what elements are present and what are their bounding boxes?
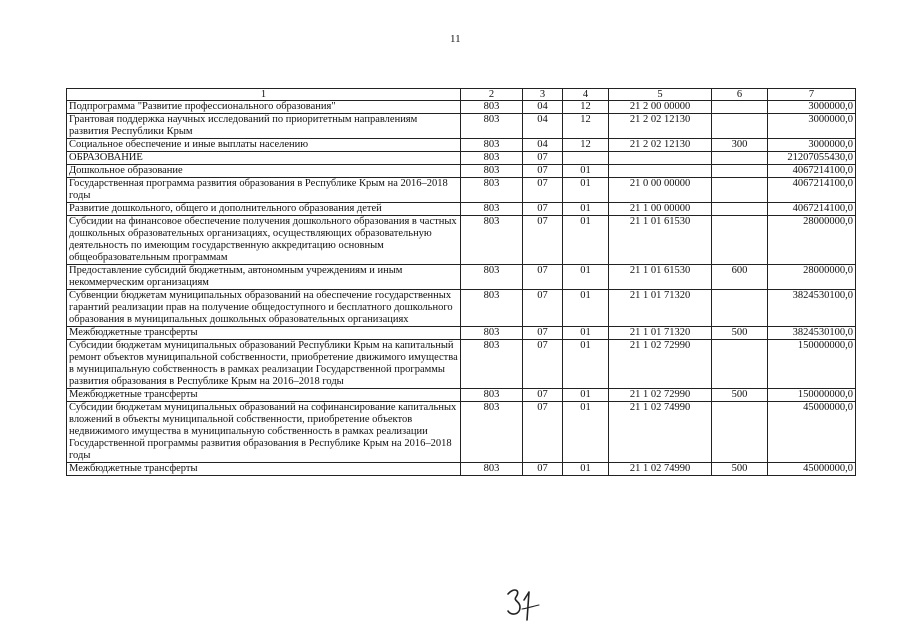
row-target-cell: 21 1 02 74990 bbox=[609, 463, 712, 476]
row-expense-type-cell bbox=[712, 101, 768, 114]
row-subsection-cell: 01 bbox=[563, 178, 609, 203]
row-expense-type-cell bbox=[712, 114, 768, 139]
row-section-cell: 07 bbox=[523, 178, 563, 203]
table-row bbox=[67, 216, 856, 265]
row-name-cell: Социальное обеспечение и иные выплаты населению bbox=[67, 139, 461, 152]
row-code-cell: 803 bbox=[461, 101, 523, 114]
row-target-cell: 21 0 00 00000 bbox=[609, 178, 712, 203]
row-amount-cell: 3000000,0 bbox=[768, 101, 856, 114]
row-section-cell: 07 bbox=[523, 463, 563, 476]
row-amount-cell: 21207055430,0 bbox=[768, 152, 856, 165]
row-subsection-cell: 12 bbox=[563, 139, 609, 152]
row-expense-type-cell: 600 bbox=[712, 265, 768, 290]
row-section-cell: 07 bbox=[523, 203, 563, 216]
row-amount-cell: 4067214100,0 bbox=[768, 178, 856, 203]
row-subsection-cell: 01 bbox=[563, 203, 609, 216]
row-section-cell: 07 bbox=[523, 389, 563, 402]
row-name-cell: Государственная программа развития образования в Республике Крым на 2016–2018 годы bbox=[67, 178, 461, 203]
row-code-cell: 803 bbox=[461, 389, 523, 402]
row-subsection-cell: 12 bbox=[563, 114, 609, 139]
row-section-cell: 07 bbox=[523, 152, 563, 165]
row-expense-type-cell: 500 bbox=[712, 327, 768, 340]
row-section-cell: 07 bbox=[523, 340, 563, 389]
table-row bbox=[67, 463, 856, 476]
row-name-cell: Межбюджетные трансферты bbox=[67, 389, 461, 402]
table-row bbox=[67, 178, 856, 203]
row-name-cell: Грантовая поддержка научных исследований по приоритетным направлениям развития Республики Крым bbox=[67, 114, 461, 139]
row-name-cell: Развитие дошкольного, общего и дополнительного образования детей bbox=[67, 203, 461, 216]
row-subsection-cell: 01 bbox=[563, 290, 609, 327]
row-expense-type-cell bbox=[712, 178, 768, 203]
row-code-cell: 803 bbox=[461, 290, 523, 327]
row-subsection-cell: 01 bbox=[563, 389, 609, 402]
row-subsection-cell: 01 bbox=[563, 340, 609, 389]
row-target-cell: 21 2 02 12130 bbox=[609, 114, 712, 139]
row-amount-cell: 45000000,0 bbox=[768, 402, 856, 463]
row-code-cell: 803 bbox=[461, 265, 523, 290]
page-number: 11 bbox=[450, 33, 461, 45]
row-amount-cell: 28000000,0 bbox=[768, 265, 856, 290]
row-name-cell: Дошкольное образование bbox=[67, 165, 461, 178]
table-row bbox=[67, 203, 856, 216]
row-target-cell: 21 2 00 00000 bbox=[609, 101, 712, 114]
column-header: 1 bbox=[67, 89, 461, 101]
column-header: 6 bbox=[712, 89, 768, 101]
table-row bbox=[67, 114, 856, 139]
row-code-cell: 803 bbox=[461, 327, 523, 340]
row-amount-cell: 3000000,0 bbox=[768, 139, 856, 152]
row-section-cell: 07 bbox=[523, 290, 563, 327]
row-target-cell: 21 1 00 00000 bbox=[609, 203, 712, 216]
row-subsection-cell: 01 bbox=[563, 327, 609, 340]
column-header: 7 bbox=[768, 89, 856, 101]
row-subsection-cell: 01 bbox=[563, 216, 609, 265]
row-expense-type-cell: 500 bbox=[712, 463, 768, 476]
table-row bbox=[67, 402, 856, 463]
row-target-cell: 21 1 02 72990 bbox=[609, 389, 712, 402]
row-code-cell: 803 bbox=[461, 139, 523, 152]
row-amount-cell: 150000000,0 bbox=[768, 389, 856, 402]
row-code-cell: 803 bbox=[461, 203, 523, 216]
row-amount-cell: 4067214100,0 bbox=[768, 165, 856, 178]
row-expense-type-cell bbox=[712, 165, 768, 178]
row-amount-cell: 3824530100,0 bbox=[768, 290, 856, 327]
row-code-cell: 803 bbox=[461, 340, 523, 389]
row-subsection-cell: 01 bbox=[563, 265, 609, 290]
row-expense-type-cell: 500 bbox=[712, 389, 768, 402]
row-name-cell: Межбюджетные трансферты bbox=[67, 463, 461, 476]
row-subsection-cell: 01 bbox=[563, 402, 609, 463]
row-name-cell: Субвенции бюджетам муниципальных образований на обеспечение государственных гарантий реализации прав на получение общедоступного и бесплатного дошкольного образования в муниципальных дошкольных образовательных организациях bbox=[67, 290, 461, 327]
row-expense-type-cell bbox=[712, 402, 768, 463]
row-expense-type-cell bbox=[712, 290, 768, 327]
row-target-cell: 21 1 01 61530 bbox=[609, 216, 712, 265]
row-section-cell: 07 bbox=[523, 216, 563, 265]
row-subsection-cell: 01 bbox=[563, 463, 609, 476]
row-name-cell: ОБРАЗОВАНИЕ bbox=[67, 152, 461, 165]
row-amount-cell: 28000000,0 bbox=[768, 216, 856, 265]
row-section-cell: 04 bbox=[523, 139, 563, 152]
row-target-cell bbox=[609, 165, 712, 178]
table-row bbox=[67, 340, 856, 389]
row-code-cell: 803 bbox=[461, 178, 523, 203]
row-code-cell: 803 bbox=[461, 216, 523, 265]
row-expense-type-cell bbox=[712, 340, 768, 389]
row-target-cell: 21 1 01 71320 bbox=[609, 327, 712, 340]
row-section-cell: 04 bbox=[523, 114, 563, 139]
row-name-cell: Подпрограмма "Развитие профессионального образования" bbox=[67, 101, 461, 114]
row-amount-cell: 45000000,0 bbox=[768, 463, 856, 476]
row-target-cell: 21 1 02 74990 bbox=[609, 402, 712, 463]
row-section-cell: 07 bbox=[523, 327, 563, 340]
table-row bbox=[67, 389, 856, 402]
row-name-cell: Предоставление субсидий бюджетным, автономным учреждениям и иным некоммерческим организациям bbox=[67, 265, 461, 290]
row-target-cell: 21 1 01 61530 bbox=[609, 265, 712, 290]
row-amount-cell: 3824530100,0 bbox=[768, 327, 856, 340]
row-code-cell: 803 bbox=[461, 165, 523, 178]
table-header-row bbox=[67, 89, 856, 101]
column-header: 2 bbox=[461, 89, 523, 101]
row-code-cell: 803 bbox=[461, 152, 523, 165]
table-row bbox=[67, 327, 856, 340]
row-target-cell: 21 1 02 72990 bbox=[609, 340, 712, 389]
table-body bbox=[67, 101, 856, 476]
table-row bbox=[67, 101, 856, 114]
row-target-cell: 21 2 02 12130 bbox=[609, 139, 712, 152]
row-name-cell: Межбюджетные трансферты bbox=[67, 327, 461, 340]
budget-table bbox=[66, 88, 856, 476]
table-row bbox=[67, 152, 856, 165]
row-code-cell: 803 bbox=[461, 402, 523, 463]
row-name-cell: Субсидии бюджетам муниципальных образований Республики Крым на капитальный ремонт объектов муниципальной собственности, приобретение движимого имущества в муниципальную собственность в рамках реализации Государственной программы развития образования в Республике Крым на 2016–2018 годы bbox=[67, 340, 461, 389]
row-expense-type-cell: 300 bbox=[712, 139, 768, 152]
row-section-cell: 07 bbox=[523, 265, 563, 290]
column-header: 4 bbox=[563, 89, 609, 101]
row-name-cell: Субсидии бюджетам муниципальных образований на софинансирование капитальных вложений в объекты муниципальной собственности, приобретение объектов недвижимого имущества в муниципальную собственность в рамках реализации Государственной программы развития образования в Республике Крым на 2016–2018 годы bbox=[67, 402, 461, 463]
row-amount-cell: 150000000,0 bbox=[768, 340, 856, 389]
row-expense-type-cell bbox=[712, 152, 768, 165]
row-code-cell: 803 bbox=[461, 114, 523, 139]
table-row bbox=[67, 139, 856, 152]
row-section-cell: 04 bbox=[523, 101, 563, 114]
column-header: 3 bbox=[523, 89, 563, 101]
row-section-cell: 07 bbox=[523, 165, 563, 178]
row-section-cell: 07 bbox=[523, 402, 563, 463]
handwritten-signature bbox=[505, 582, 545, 622]
row-target-cell: 21 1 01 71320 bbox=[609, 290, 712, 327]
row-amount-cell: 3000000,0 bbox=[768, 114, 856, 139]
row-expense-type-cell bbox=[712, 203, 768, 216]
column-header: 5 bbox=[609, 89, 712, 101]
row-name-cell: Субсидии на финансовое обеспечение получения дошкольного образования в частных дошкольных образовательных организациях, осуществляющих образовательную деятельность по имеющим государственную аккредитацию основным общеобразовательным программам bbox=[67, 216, 461, 265]
table-row bbox=[67, 165, 856, 178]
table-row bbox=[67, 265, 856, 290]
row-subsection-cell: 12 bbox=[563, 101, 609, 114]
row-subsection-cell: 01 bbox=[563, 165, 609, 178]
row-subsection-cell bbox=[563, 152, 609, 165]
row-expense-type-cell bbox=[712, 216, 768, 265]
table-row bbox=[67, 290, 856, 327]
row-target-cell bbox=[609, 152, 712, 165]
row-amount-cell: 4067214100,0 bbox=[768, 203, 856, 216]
row-code-cell: 803 bbox=[461, 463, 523, 476]
